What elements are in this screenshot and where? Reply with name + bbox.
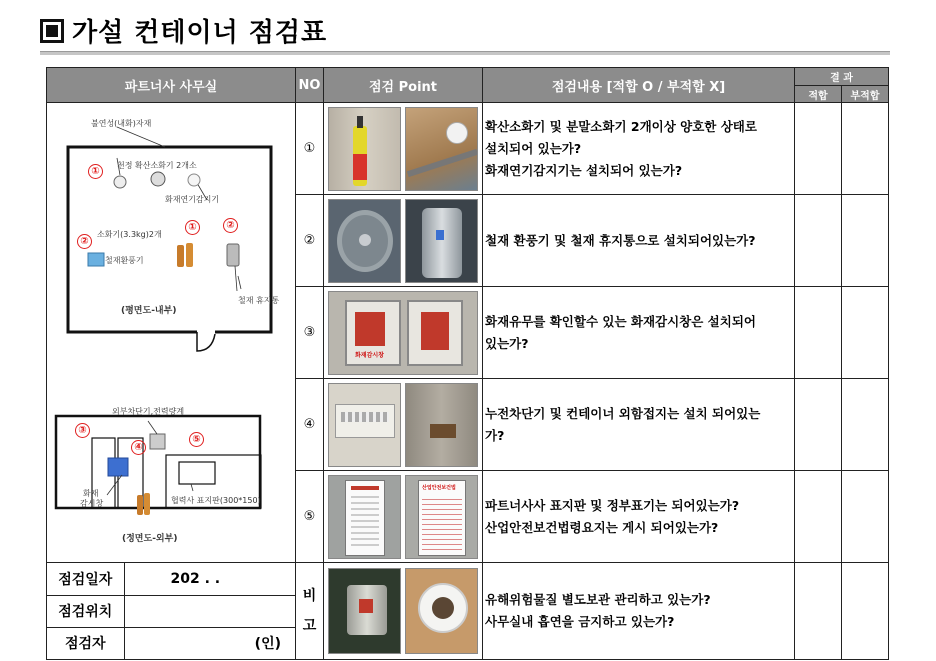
sign-right-text: 산업안전보건법: [422, 484, 456, 491]
row-5-content: [483, 471, 795, 563]
row-2-pass-cell[interactable]: [795, 195, 842, 287]
row-3-line-1: 화재유무를 확인할수 있는 화재감시창은 설치되어: [485, 313, 756, 329]
location-value[interactable]: [124, 595, 295, 627]
bigo-cell: [296, 563, 324, 660]
footer-line-1: 유해위험물질 별도보관 관리하고 있는가?: [485, 592, 711, 607]
row-4-photos: [324, 379, 483, 471]
marker-5: ⑤: [189, 432, 204, 447]
row-4-content: [483, 379, 795, 471]
date-label: 점검일자: [47, 563, 124, 595]
row-5-line-1: 파트너사사 표지판 및 정부표기는 되어있는가?: [485, 497, 740, 513]
header-pass: 적합: [795, 86, 842, 103]
ceiling-label: 천정 확산소화기 2개소: [117, 161, 197, 170]
header-point: 점검 Point: [324, 68, 483, 103]
inspection-table: [46, 67, 889, 660]
row-2-no: ②: [296, 195, 324, 287]
footer-info-cell: [47, 563, 296, 660]
photo-safety-law: [405, 475, 478, 559]
photo-grounding: [405, 383, 478, 467]
photo-partner-sign: [328, 475, 401, 559]
row-5-fail-cell[interactable]: [842, 471, 889, 563]
row-3-photos: [324, 287, 483, 379]
bigo-1: 비: [302, 588, 317, 604]
breaker-label: 외부차단기,전력량계: [112, 407, 185, 416]
row-1-no: ①: [296, 103, 324, 195]
footer-photos: [324, 563, 483, 660]
header-fail: 부적합: [842, 86, 889, 103]
footer-pass-cell[interactable]: [795, 563, 842, 660]
marker-2: ②: [77, 234, 92, 249]
row-5-photos: [324, 471, 483, 563]
title-text: 가설 컨테이너 점검표: [72, 18, 328, 48]
row-4-line-2: 가?: [485, 427, 505, 443]
row-1-line-3: 화재연기감지기는 설치되어 있는가?: [485, 162, 683, 178]
window-label-2: 감시창: [80, 499, 104, 508]
photo-breaker: [328, 383, 401, 467]
row-1-content: [483, 103, 795, 195]
row-1-fail-cell[interactable]: [842, 103, 889, 195]
extinguisher-label: 소화기(3.3kg)2개: [97, 230, 162, 239]
smoke-label: 화재연기감지기: [165, 195, 220, 204]
row-3-pass-cell[interactable]: [795, 287, 842, 379]
header-no: NO: [296, 68, 324, 103]
marker-3: ③: [75, 423, 90, 438]
row-1-line-2: 설치되어 있는가?: [485, 140, 582, 156]
row-3-fail-cell[interactable]: [842, 287, 889, 379]
row-4-no: ④: [296, 379, 324, 471]
wall-label: 불연성(내화)자재: [91, 119, 152, 128]
footer-fail-cell[interactable]: [842, 563, 889, 660]
row-1-line-1: 확산소화기 및 분말소화기 2개이상 양호한 상태로: [485, 118, 757, 134]
photo-fan: [328, 199, 401, 283]
bigo-2: 고: [302, 618, 317, 634]
sign-left-text: 화재감시창: [355, 351, 384, 359]
row-3-no: ③: [296, 287, 324, 379]
floor-plan-cell: [47, 103, 296, 563]
title-underline: [40, 51, 890, 55]
row-2-content: [483, 195, 795, 287]
inspector-label: 점검자: [47, 627, 124, 659]
page-title: [40, 12, 327, 49]
row-5-line-2: 산업안전보건법령요지는 게시 되어있는가?: [485, 519, 719, 535]
footer-info-table: [47, 563, 295, 659]
title-square-icon: [40, 19, 64, 43]
row-4-line-1: 누전차단기 및 컨테이너 외함접지는 설치 되어있는: [485, 405, 761, 421]
row-5-no: ⑤: [296, 471, 324, 563]
photo-smoke-detector: [405, 107, 478, 191]
photo-no-smoking: [405, 568, 478, 654]
marker-2b: ②: [223, 218, 238, 233]
bin-label: 철재 휴지통: [238, 296, 280, 305]
marker-4: ④: [131, 440, 146, 455]
row-2-line-1: 철재 환풍기 및 철재 휴지통으로 설치되어있는가?: [485, 232, 756, 248]
row-2-fail-cell[interactable]: [842, 195, 889, 287]
interior-caption: (평면도-내부): [121, 306, 177, 316]
row-3-content: [483, 287, 795, 379]
marker-1: ①: [88, 164, 103, 179]
row-5-pass-cell[interactable]: [795, 471, 842, 563]
row-3-line-2: 있는가?: [485, 335, 529, 351]
date-value[interactable]: 202 . .: [124, 563, 295, 595]
header-content: 점검내용 [적합 O / 부적합 X]: [483, 68, 795, 103]
footer-content: [483, 563, 795, 660]
header-office: 파트너사 사무실: [47, 68, 296, 103]
header-result: 결 과: [795, 68, 889, 86]
photo-hazmat: [328, 568, 401, 654]
fan-label: 철재환풍기: [105, 256, 144, 265]
footer-line-2: 사무실내 흡연을 금지하고 있는가?: [485, 614, 675, 629]
photo-extinguisher: [328, 107, 401, 191]
photo-bin: [405, 199, 478, 283]
row-2-photos: [324, 195, 483, 287]
window-label-1: 화재: [83, 489, 99, 498]
row-1-photos: [324, 103, 483, 195]
location-label: 점검위치: [47, 595, 124, 627]
marker-1b: ①: [185, 220, 200, 235]
row-1-pass-cell[interactable]: [795, 103, 842, 195]
row-4-fail-cell[interactable]: [842, 379, 889, 471]
exterior-caption: (정면도-외부): [122, 534, 178, 544]
floor-plan: [47, 103, 294, 559]
inspector-seal[interactable]: (인): [254, 636, 281, 653]
sign-label: 협력사 표지판(300*150): [171, 496, 261, 505]
photo-fire-window: [328, 291, 478, 375]
row-4-pass-cell[interactable]: [795, 379, 842, 471]
